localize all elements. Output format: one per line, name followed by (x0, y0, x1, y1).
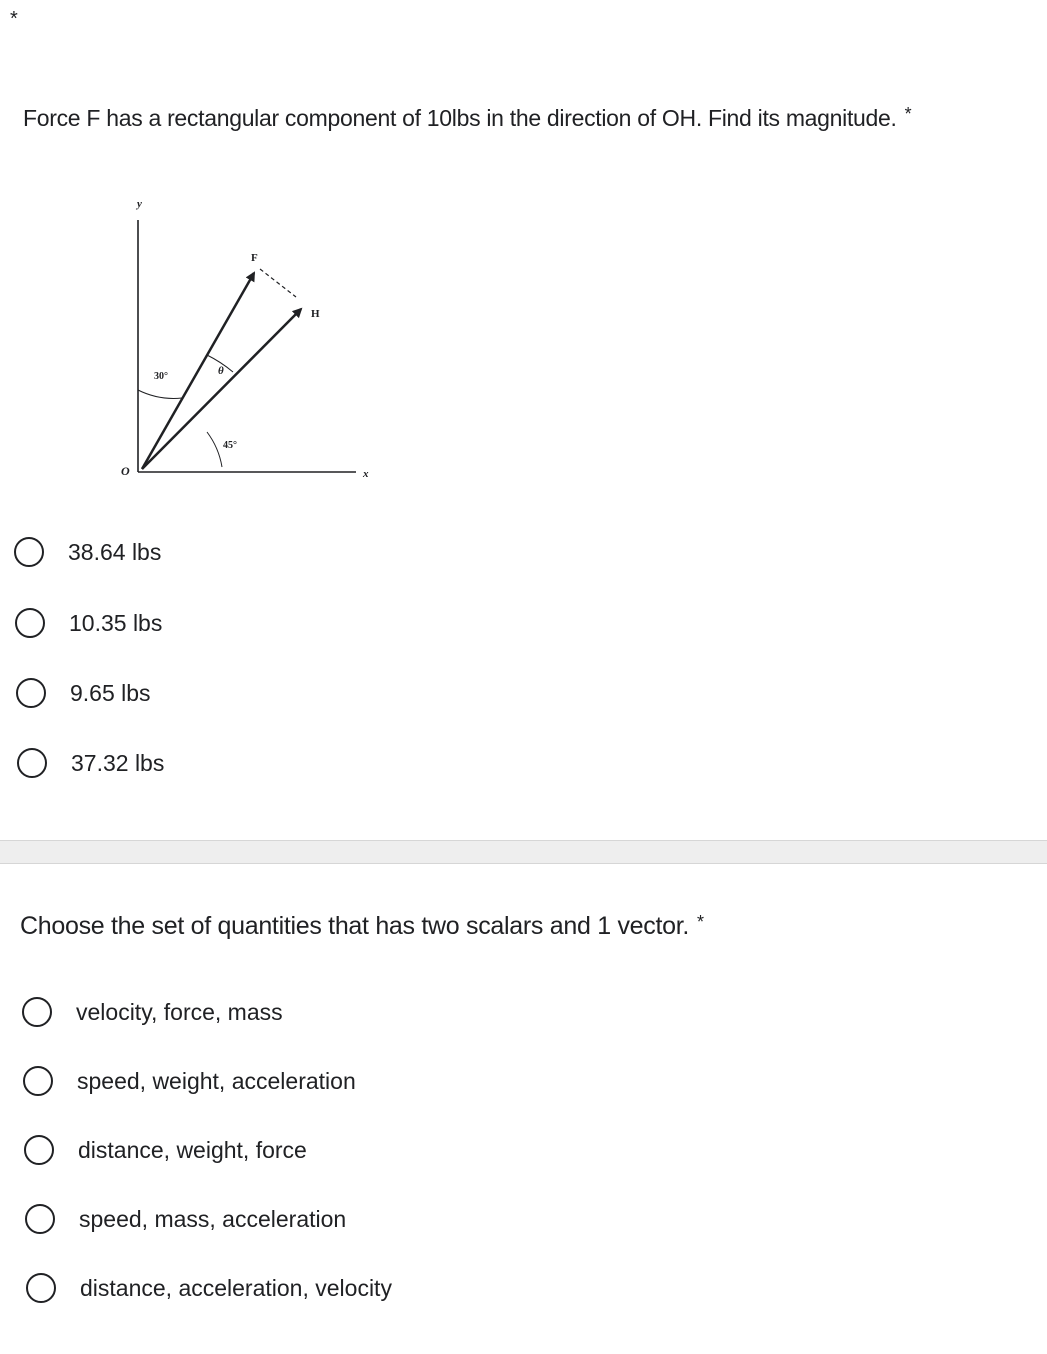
force-diagram (100, 185, 390, 495)
label-f: F (251, 252, 258, 264)
q2-option-1[interactable] (22, 997, 283, 1027)
label-30: 30° (154, 371, 168, 382)
radio-button[interactable] (16, 678, 46, 708)
required-indicator-top: * (10, 8, 18, 30)
option-label: 37.32 lbs (71, 749, 165, 776)
q1-option-3[interactable] (16, 678, 151, 708)
radio-button[interactable] (24, 1135, 54, 1165)
option-label: distance, acceleration, velocity (80, 1274, 392, 1301)
option-label: speed, mass, acceleration (79, 1205, 347, 1232)
option-label: 10.35 lbs (69, 609, 163, 636)
q1-option-4[interactable] (17, 748, 164, 778)
question-2-text: Choose the set of quantities that has two scalars and 1 vector. (20, 912, 690, 940)
q2-option-3[interactable] (24, 1135, 307, 1165)
arc-30 (138, 390, 182, 398)
q2-option-2[interactable] (23, 1066, 356, 1096)
radio-button[interactable] (14, 537, 44, 567)
radio-button[interactable] (23, 1066, 53, 1096)
option-label: 9.65 lbs (70, 679, 151, 706)
label-theta: θ (218, 365, 224, 377)
label-origin: O (121, 464, 130, 478)
required-asterisk: * (904, 104, 912, 124)
radio-button[interactable] (15, 608, 45, 638)
label-h: H (311, 308, 320, 320)
option-label: speed, weight, acceleration (77, 1067, 356, 1094)
radio-button[interactable] (26, 1273, 56, 1303)
q2-option-5[interactable] (26, 1273, 392, 1303)
question-1-title (23, 104, 911, 132)
q1-option-1[interactable] (14, 537, 161, 567)
question-2-title (20, 912, 704, 941)
vector-h (142, 309, 301, 469)
option-label: 38.64 lbs (68, 538, 162, 565)
q2-option-4[interactable] (25, 1204, 346, 1234)
section-divider (0, 840, 1047, 864)
option-label: distance, weight, force (78, 1136, 307, 1163)
arc-45 (207, 432, 222, 467)
radio-button[interactable] (22, 997, 52, 1027)
option-label: velocity, force, mass (76, 998, 283, 1025)
radio-button[interactable] (17, 748, 47, 778)
q1-option-2[interactable] (15, 608, 162, 638)
required-asterisk: * (697, 912, 704, 932)
radio-button[interactable] (25, 1204, 55, 1234)
projection-line (260, 269, 296, 297)
label-x: x (363, 468, 369, 480)
label-y: y (137, 198, 142, 210)
question-1-text: Force F has a rectangular component of 10lbs in the direction of OH. Find its magnitude. (23, 105, 897, 131)
label-45: 45° (223, 440, 237, 451)
